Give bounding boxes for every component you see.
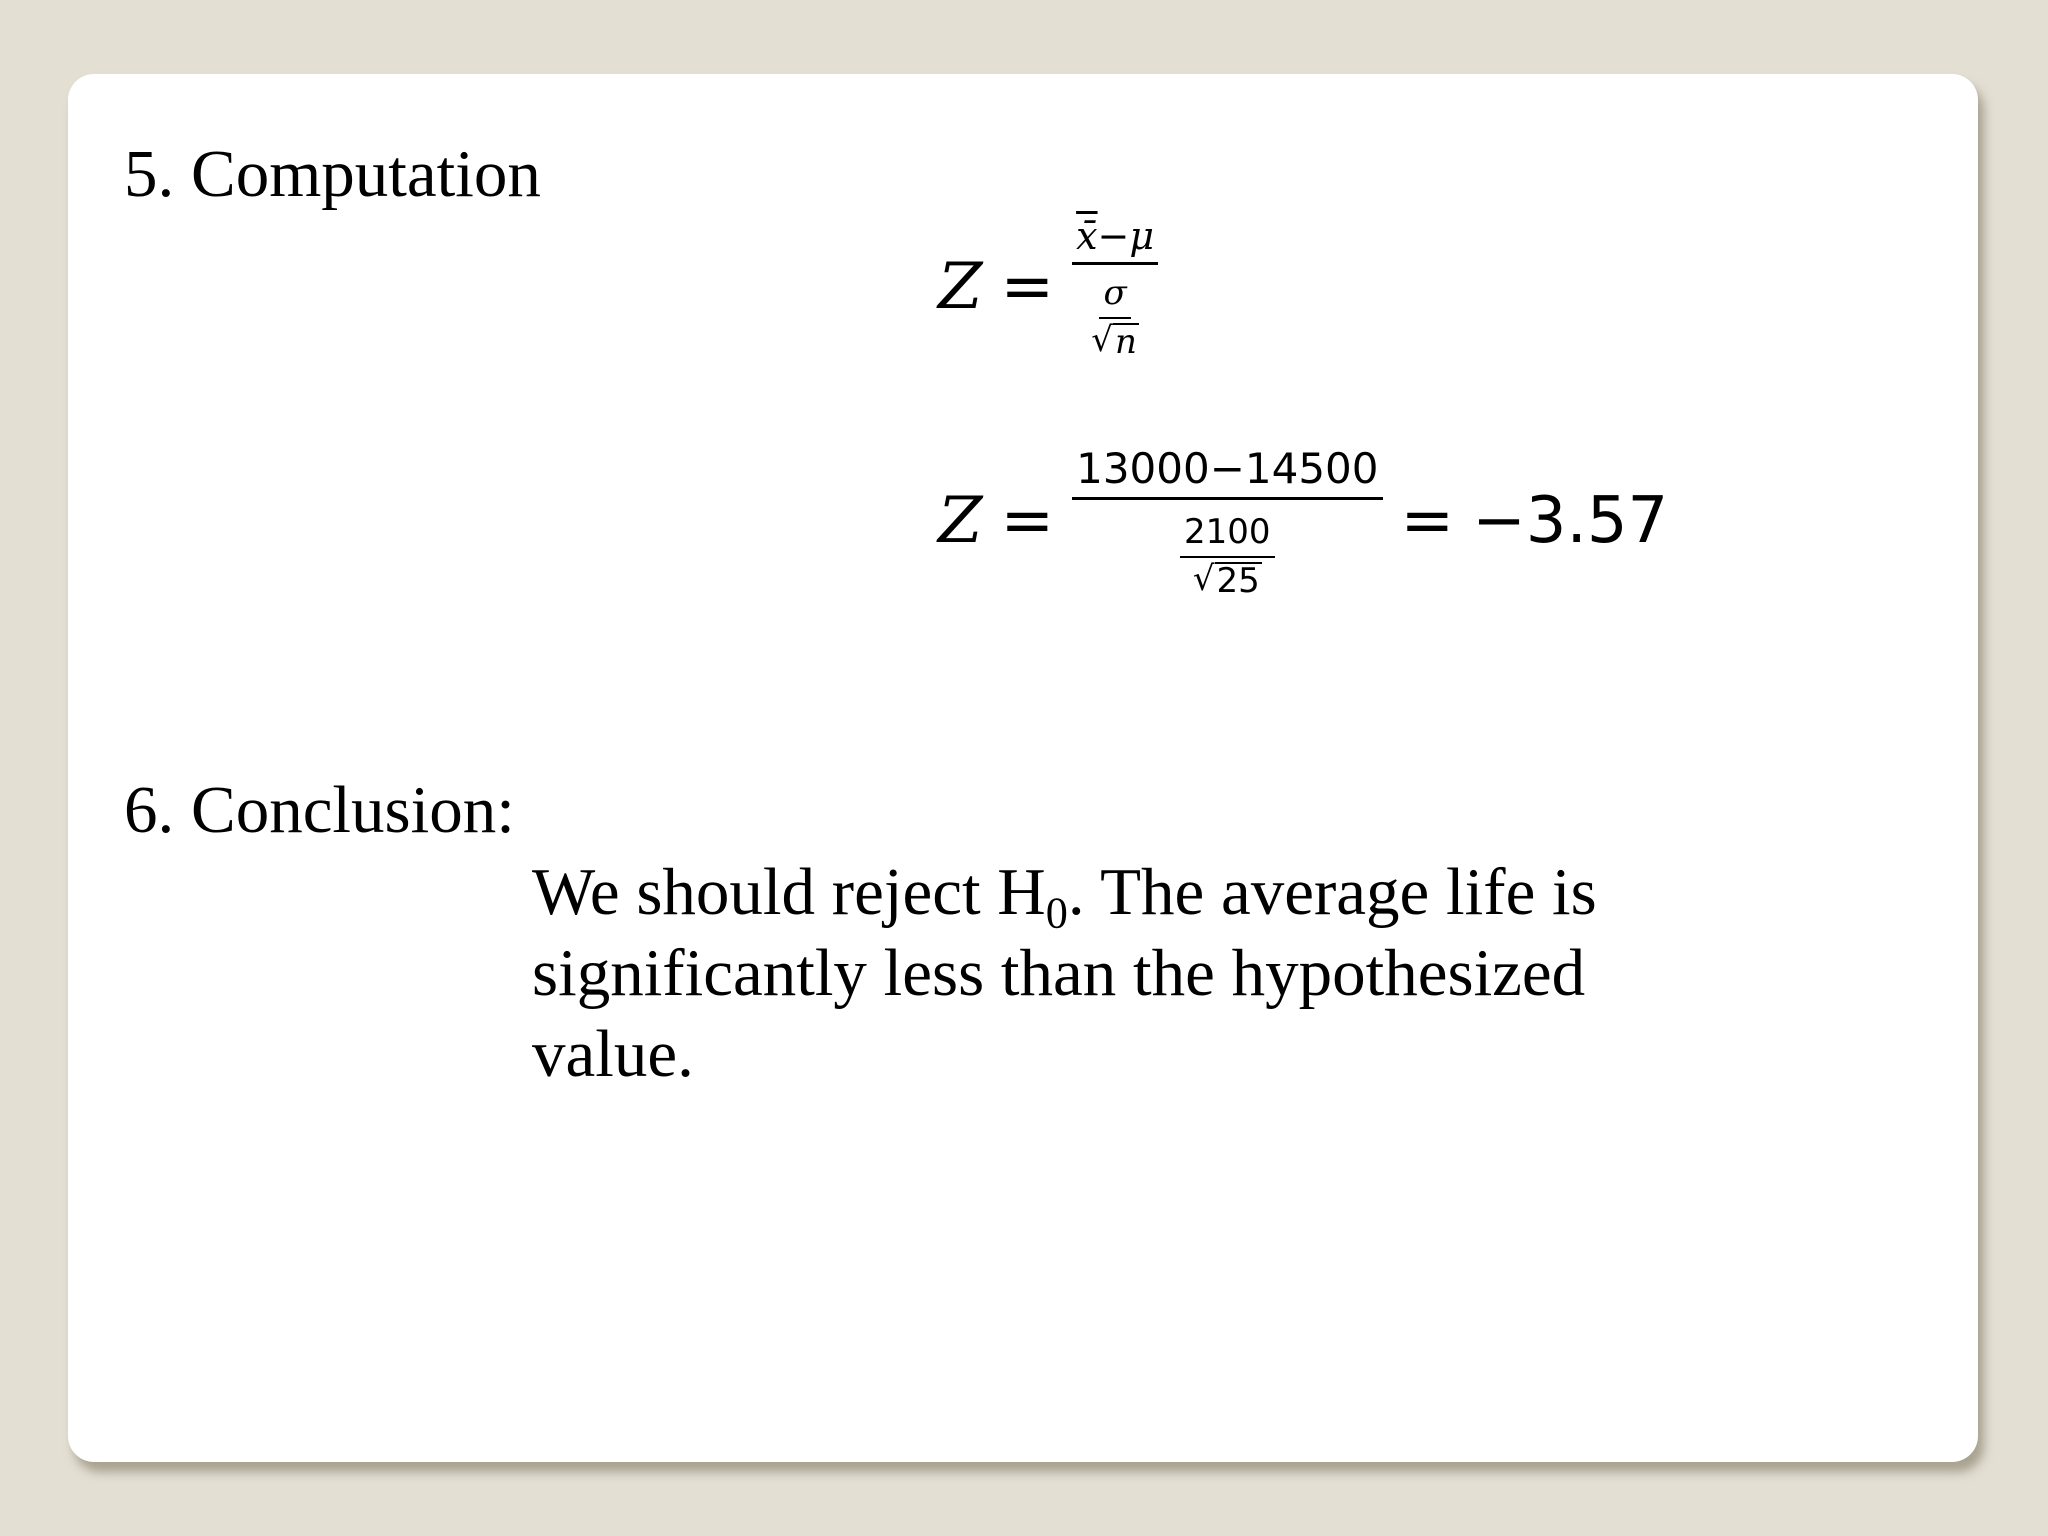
computation-denominator <box>1180 500 1275 601</box>
z-variable: Z <box>938 249 983 324</box>
z-numerator <box>1072 214 1158 265</box>
z-denominator <box>1091 265 1139 362</box>
minus-sign: − <box>1097 214 1130 258</box>
computation-fraction <box>1072 444 1382 601</box>
n: n <box>1114 322 1137 362</box>
sigma-value: 2100 <box>1180 512 1275 558</box>
z-result: −3.57 <box>1472 484 1669 558</box>
computation-numerator: 13000−14500 <box>1072 444 1382 500</box>
radical-icon-2: √ <box>1192 559 1215 599</box>
z-variable-2: Z <box>938 484 983 558</box>
equals-sign-2: = <box>1000 484 1055 558</box>
x-bar: x̄ <box>1076 214 1098 258</box>
heading-conclusion: 6. Conclusion: <box>124 773 515 847</box>
heading-computation: 5. Computation <box>124 137 541 211</box>
z-computation <box>938 444 1669 601</box>
root-25 <box>1192 558 1262 601</box>
equals-sign: = <box>1000 249 1055 324</box>
sigma-over-root-n <box>1091 273 1139 362</box>
sigma: σ <box>1099 273 1130 319</box>
inner-fraction <box>1180 512 1275 601</box>
conclusion-part-2: . The average life is significantly less than the hypothesized value. <box>532 855 1597 1091</box>
radical-icon: √ <box>1091 320 1113 360</box>
root-n <box>1091 319 1139 362</box>
conclusion-text <box>532 852 1732 1095</box>
conclusion-part-1: We should reject H <box>532 855 1046 929</box>
mu: μ <box>1129 214 1155 258</box>
n-value: 25 <box>1216 561 1260 601</box>
z-fraction <box>1072 214 1158 362</box>
equals-sign-3: = <box>1400 484 1455 558</box>
slide <box>68 74 1978 1462</box>
z-formula <box>938 214 1158 362</box>
h0-subscript: 0 <box>1045 888 1068 938</box>
